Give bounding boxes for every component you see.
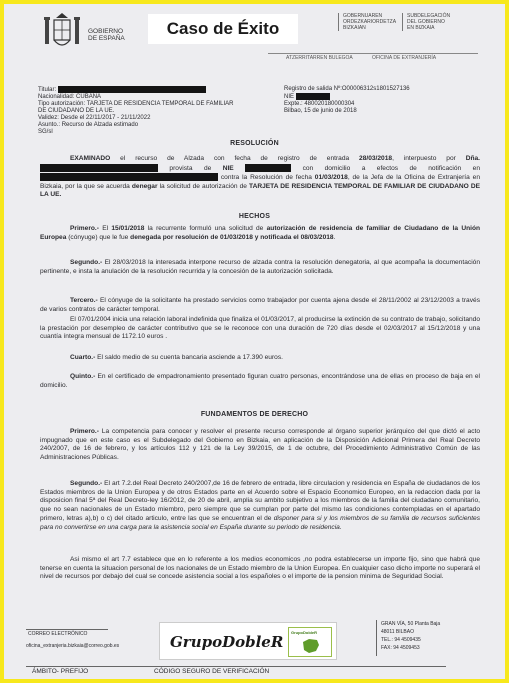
expediente: Expte.: 480020180000304 [284, 100, 355, 107]
intro-text: el recurso de Alzada con fecha de registro de entrada [110, 155, 360, 162]
fundamentos-title: FUNDAMENTOS DE DERECHO [200, 411, 309, 418]
spanish-line: EN BIZKAIA [407, 25, 435, 31]
meta-value: CUBANA [76, 93, 102, 100]
government-name [88, 28, 125, 42]
meta-value: TARJETA DE RESIDENCIA TEMPORAL DE FAMILIAR [86, 100, 234, 107]
fundamento-segundo [40, 480, 480, 532]
hecho-label: Segundo.- [70, 259, 103, 266]
meta-row [38, 129, 278, 136]
footer-address [381, 620, 440, 652]
examinado: EXAMINADO [70, 155, 111, 162]
intro-nie: NIE [222, 164, 234, 172]
hecho-text: El saldo medio de su cuenta bancaria asciende a 17.390 euros. [95, 354, 283, 361]
intro-tarjeta: TARJETA DE RESIDENCIA TEMPORAL DE FAMILIAR DE CIUDADANO DE LA UE. [40, 182, 481, 199]
hecho-text: la recurrente formuló una solicitud de [144, 225, 267, 232]
hecho-text: . [333, 233, 336, 241]
meta-label: Nacionalidad: [38, 93, 75, 100]
fundamento-primero [40, 428, 480, 463]
spain-map-icon [301, 637, 321, 655]
spanish-line: SUBDELEGACIÓN [407, 13, 451, 19]
meta-row [38, 101, 278, 108]
meta-label: Titular: [38, 87, 57, 94]
fundamento-label: Segundo.- [70, 480, 103, 487]
hecho-text: El 28/03/2018 la interesada interpone recurso de alzada contra la resolución denegatoria, al que acompaña la documentación pertinente, e insta la anulación de la resolución recurrida y la concesión de la autorización solicitada. [40, 259, 480, 275]
hecho-tercero [40, 297, 480, 314]
hecho-tercero-b [40, 316, 480, 342]
hecho-text: El 07/01/2004 inicia una relación laboral indefinida que finaliza el 01/03/2017, al producirse la extinción de su contrato de trabajo, solicitando la prestación por desempleo de carácter contributivo que se le reconoce con una duración de 720 días desde el 02/03/2017 al 15/12/2018 y una cuantía íntegra mensual de 1172.10 euros . [40, 316, 480, 341]
meta-label: Asunto.: [38, 121, 61, 128]
spanish-line: DEL GOBIERNO [407, 19, 445, 25]
caso-exito-badge: Caso de Éxito [148, 14, 298, 44]
meta-value: Recurso de Alzada estimado [61, 121, 139, 128]
grupo-dobler-text: GrupoDobleR [170, 633, 284, 651]
basque-line: ORDEZKARIORDETZA [343, 19, 397, 25]
hecho-segundo [40, 259, 480, 276]
hecho-label: Primero.- [70, 225, 99, 232]
meta-value: SG/sl [38, 128, 53, 135]
meta-titular [38, 86, 278, 94]
meta-row [38, 115, 278, 122]
hecho-text: (cónyuge) que le fue [66, 233, 131, 241]
intro-text: con domicilio a efectos de notificación en [291, 164, 480, 172]
hecho-primero [40, 225, 480, 242]
meta-row [38, 108, 278, 115]
sub-left: ATZERRITARREN BULEGOA [286, 55, 353, 61]
sub-right: OFICINA DE EXTRANJERÍA [371, 55, 437, 61]
hecho-label: Quinto.- [70, 373, 96, 380]
fundamento-italic: disponer para si y los miembros de su familia de recursos suficientes para no convertirse en una carga para la asistencia social en España durante su periodo de residencia. [40, 514, 480, 531]
meta-value: DE CIUDADANO DE LA UE. [38, 107, 115, 114]
nie-label: NIE [284, 93, 295, 100]
fundamento-text: Asi mismo el art 7.7 establece que en lo referente a los medios economicos ,no podra establecerse un importe fijo, sino que habrá que tenerse en cuenta la situacion personal de los nacionales de un Estado miembro de la Union Europea. En cualquier caso dicho importe no superará el nivel de recursos por debajo del cual se concede asistencia social a los españoles o el importe de la pension minima de Seguridad Social. [40, 556, 480, 581]
redacted-nie [296, 93, 330, 100]
address-line: GRAN VÍA, 50 Planta Baja [381, 621, 441, 627]
coat-of-arms-icon [40, 10, 84, 56]
intro-date: 28/03/2018 [359, 155, 393, 162]
redacted-address [40, 173, 218, 181]
intro-text: provista de [158, 164, 223, 172]
fundamento-text: La competencia para conocer y resolver el presente recurso corresponde al órgano superior jerárquico del que dictó el acto impugnado que en este caso es el Subdelegado del Gobierno en Bizkaia, en aplicación de la Disposición Adicional Primera del Real Decreto 240/2007, de 16 de febrero, y los artículos 112 y 121 de la Ley 39/2015, de 1 de octubre, del Procedimiento Administrativo Común de las Administraciones Públicas. [40, 428, 480, 462]
codigo-seguro: CÓDIGO SEGURO DE VERIFICACIÓN [154, 668, 270, 675]
hecho-text: En el certificado de empadronamiento presentado figuran cuatro personas, encontrándose una de ellas en proceso de baja en el domicilio. [40, 373, 480, 389]
hecho-date: 15/01/2018 [111, 225, 145, 232]
meta-label: Validez: [38, 114, 59, 121]
intro-text: , interpuesto por [392, 155, 466, 162]
hecho-cuarto [40, 354, 480, 363]
basque-header [338, 13, 396, 31]
hecho-text: El cónyuge de la solicitante ha prestado servicios como trabajador por cuenta ajena desde el 28/11/2002 al 23/12/2003 a través de varios contratos de carácter temporal. [40, 297, 480, 313]
hecho-label: Tercero.- [70, 297, 98, 304]
address-line: FAX: 94 4509453 [381, 645, 420, 651]
fecha-documento: Bilbao, 15 de junio de 2018 [284, 107, 357, 114]
hecho-label: Cuarto.- [70, 354, 96, 361]
resolucion-title: RESOLUCIÓN [230, 140, 279, 147]
meta-nie [284, 93, 484, 101]
correo-label: CORREO ELECTRÓNICO [28, 631, 88, 637]
hecho-quinto [40, 373, 480, 390]
meta-left [38, 86, 278, 135]
meta-right [284, 86, 484, 115]
fundamento-text: El art 7.2.del Real Decreto 240/2007,de 16 de febrero de entrada, libre circulacion y residencia en España de ciudadanos de los Estados miembros de la Union Europea y de otros Estados parte en el Acuerdo sobre el Espacio Economico Europeo, en la redaccion dada por la disposicion final 5ª del Real Decreto-ley 16/2012, de 20 de abril, amplia su ambito subjetivo a los miembros de la familia del ciudadano comunitario, que no sean nacionales de un Estado miembro, pero siempre que se cumplan por parte del mismo las condiciones contempladas en el apartado primero, letras a),b) o c) del citado articulo, entre las que se encuentran el de [40, 480, 480, 522]
redacted-name [40, 164, 158, 172]
footer-bottom-line [26, 666, 446, 667]
intro-denegar: denegar [131, 182, 158, 190]
fundamento-label: Primero.- [70, 428, 99, 435]
spanish-header [402, 13, 450, 31]
intro-text: contra la Resolución de fecha [218, 173, 315, 181]
registro-salida: Registro de salida Nº:O00006312s1801527136 [284, 86, 410, 92]
address-line: TEL.: 94 4509435 [381, 637, 421, 643]
hechos-title: HECHOS [238, 213, 271, 220]
hecho-bold: autorización de residencia de familiar de Ciudadano de la Unión Europea [40, 225, 481, 241]
ambito-prefijo: ÁMBITO- PREFIJO [32, 668, 89, 675]
correo-value: oficina_extranjeria.bizkaia@correo.gob.es [26, 643, 120, 649]
gov-line-2: DE ESPAÑA [88, 35, 125, 42]
basque-line: GOBERNUAREN [343, 13, 383, 19]
meta-value: Desde el 22/11/2017 - 21/11/2022 [60, 114, 151, 121]
basque-line: BIZKAIAN [343, 25, 366, 31]
redacted-nie [245, 164, 291, 172]
intro-dna: Dña. [465, 155, 480, 162]
meta-row [38, 122, 278, 129]
intro-text: , de la Jefa de la Oficina de Extranjería en Bizkaia, por la que se acuerda [40, 173, 480, 190]
hecho-text: El [98, 225, 112, 232]
fundamento-tercero [40, 556, 480, 582]
hecho-bold: denegada por resolución de 01/03/2018 y notificada el 08/03/2018 [130, 233, 334, 241]
meta-row [38, 94, 278, 101]
meta-label: Tipo autorización: [38, 100, 86, 107]
grupo-logo-text: GrupoDobleR [291, 630, 317, 635]
document-page [4, 4, 505, 679]
grupo-dobler-logo [288, 627, 332, 657]
gov-line-1: GOBIERNO [88, 28, 124, 35]
address-divider [376, 620, 377, 656]
redacted-name [58, 86, 206, 93]
address-line: 48011 BILBAO [381, 629, 414, 635]
header-divider [268, 53, 478, 54]
intro-text: la solicitud de autorización de [157, 182, 250, 190]
header-subtitle [286, 55, 436, 61]
footer-divider [26, 629, 108, 630]
intro-paragraph [40, 155, 480, 200]
grupo-dobler-banner [159, 622, 337, 660]
intro-date: 01/03/2018 [314, 173, 348, 181]
